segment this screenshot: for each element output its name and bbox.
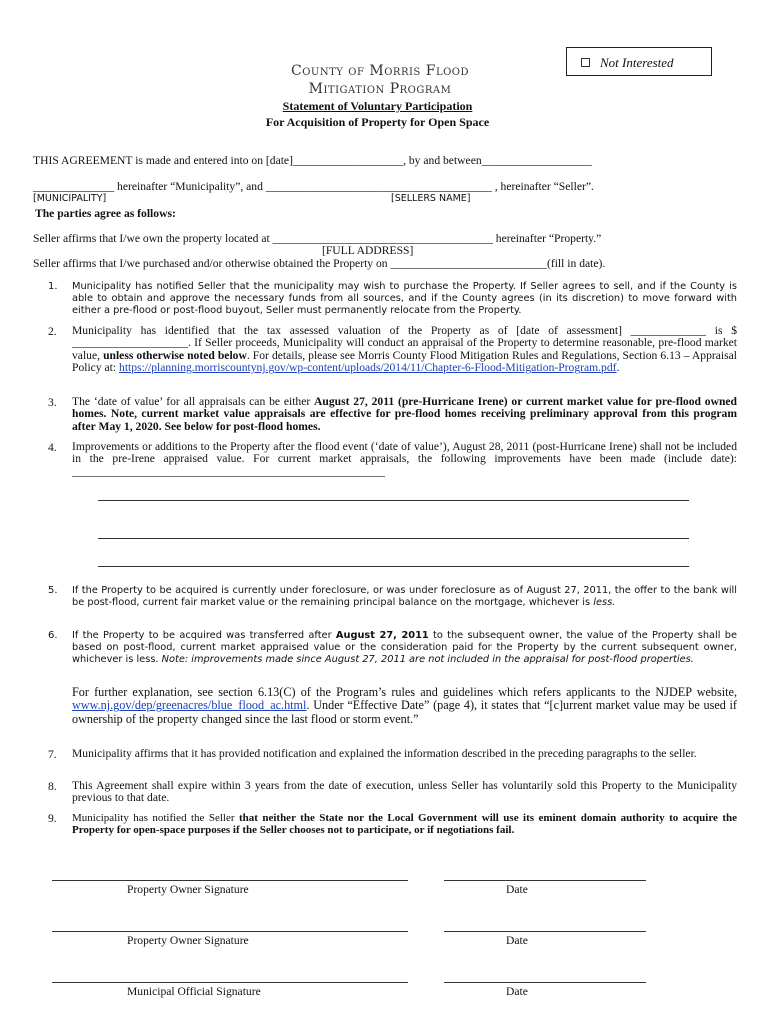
date-label: Date [506,934,528,947]
item-number: 5. [48,585,58,596]
not-interested-label: Not Interested [600,55,674,70]
official-signature-line[interactable] [52,982,408,983]
owner-date-line-2[interactable] [444,931,646,932]
item-1-text: Municipality has notified Seller that the municipality may wish to purchase the Property. If Seller agrees to sell, and if the County is able to obtain and approve the necessary funds from all sources, and if the County agrees (in its discretion) to move forward with either a pre-flood or post-flood buyout, Seller must permanently relocate from the Property. [72,281,737,317]
item-number: 2. [48,325,57,338]
improvements-line-1[interactable] [98,500,689,501]
item-7-text: Municipality affirms that it has provided notification and explained the information described in the preceding paragraphs to the seller. [72,747,697,760]
item-number: 9. [48,812,57,825]
item-2-bold: unless otherwise noted below [103,348,247,362]
agreement-parties-line: ______________ hereinafter “Municipality”, and _______________________________________ , hereinafter “Seller”. [33,180,594,193]
owner-signature-line-1[interactable] [52,880,408,881]
item-2-text: Municipality has identified that the tax assessed valuation of the Property as of [date of assessment] _____________ is $ ____________________. If Seller proceeds, Municipality will conduct an appraisal of the Property to determine reasonable, pre-flood market value, unless otherwise noted below. For details, please see Morris County Flood Mitigation Rules and Regulations, Section 6.13 – Appraisal Policy at: https://planning.morriscountynj.gov/wp-content/uploads/2014/11/Chapter-6-Flood-Mitigation-Program.pdf. [72,324,737,375]
official-signature-label: Municipal Official Signature [127,985,261,998]
item-9-text: Municipality has notified the Seller that neither the State nor the Local Government will use its eminent domain authority to acquire the Property for open-space purposes if the Seller chooses not to participate, or if negotiations fail. [72,812,737,837]
owner-date-line-1[interactable] [444,880,646,881]
item-3-text: The ‘date of value’ for all appraisals can be either August 27, 2011 (pre-Hurricane Irene) or current market value for pre-flood owned homes. Note, current market value appraisals are effective for pre-flood homes receiving preliminary approval from this program after May 1, 2020. See below for post-flood homes. [72,395,737,433]
date-label: Date [506,985,528,998]
agreement-intro-line: THIS AGREEMENT is made and entered into on [date]___________________, by and between___________________ [33,154,592,167]
owner-signature-label: Property Owner Signature [127,934,249,947]
county-line-2: Mitigation Program [308,81,452,97]
official-date-line[interactable] [444,982,646,983]
document-title: Statement of Voluntary Participation [282,99,473,113]
item-8-text: This Agreement shall expire within 3 years from the date of execution, unless Seller has voluntarily sold this Property to the Municipality previous to that date. [72,779,737,805]
county-program-heading [230,62,530,98]
item-5-text: If the Property to be acquired is currently under foreclosure, or was under foreclosure as of August 27, 2011, the offer to the bank will be post-flood, current fair market value or the remaining principal balance on the mortgage, whichever is less. [72,585,737,609]
property-location-line: Seller affirms that I/we own the property located at ______________________________________ hereinafter “Property.” [33,232,602,245]
item-3-bold: August 27, 2011 (pre-Hurricane Irene) or current market value for pre-flood owned homes. Note, current market value appraisals are effective for pre-flood homes receiving preliminary approval from this program after May 1, 2020. See below for post-flood homes. [72,395,737,433]
item-6-note: Note: improvements made since August 27, 2011 are not included in the appraisal for post-flood properties. [161,654,694,666]
owner-signature-label: Property Owner Signature [127,883,249,896]
full-address-tag: [FULL ADDRESS] [322,244,414,257]
item-number: 8. [48,780,57,793]
improvements-line-2[interactable] [98,538,689,539]
item-6-text: If the Property to be acquired was transferred after August 27, 2011 to the subsequent owner, the value of the Property shall be based on post-flood, current market appraised value or the consideration paid for the Property by the current subsequent owner, whichever is less. Note: improvements made since August 27, 2011 are not included in the appraisal for post-flood properties. [72,630,738,666]
county-line-1: County of Morris Flood [290,63,469,79]
owner-signature-line-2[interactable] [52,931,408,932]
item-number: 4. [48,441,57,454]
not-interested-box[interactable] [566,47,712,76]
date-label: Date [506,883,528,896]
item-number: 7. [48,748,57,761]
item-4-text: Improvements or additions to the Property after the flood event (‘date of value’), August 28, 2011 (post-Hurricane Irene) shall not be included in the pre-Irene appraised value. For current market appraisals, the following improvements have been made (include date): ______________________________________________________ [72,440,737,478]
improvements-line-3[interactable] [98,566,689,567]
sellers-name-tag: [SELLERS NAME] [391,193,471,204]
further-explanation-text: For further explanation, see section 6.13(C) of the Program’s rules and guidelines which refers applicants to the NJDEP website, www.nj.gov/dep/greenacres/blue_flood_ac.html. Under “Effective Date” (page 4), it states that “[c]urrent market value may be used if ownership of the property changed since the last flood or storm event.” [72,685,737,726]
item-9-bold: that neither the State nor the Local Government will use its eminent domain authority to acquire the Property for open-space purposes if the Seller chooses not to participate, or if negotiations fail. [72,812,737,837]
document-subtitle: For Acquisition of Property for Open Space [265,115,490,129]
not-interested-checkbox[interactable] [581,58,590,67]
item-number: 1. [48,281,58,292]
item-number: 6. [48,630,58,641]
purchase-date-line: Seller affirms that I/we purchased and/or otherwise obtained the Property on ___________________________(fill in date). [33,257,606,270]
municipality-tag: [MUNICIPALITY] [33,193,107,204]
parties-agree-heading: The parties agree as follows: [35,207,176,220]
njdep-link[interactable]: www.nj.gov/dep/greenacres/blue_flood_ac.html [72,698,307,713]
appraisal-policy-link[interactable]: https://planning.morriscountynj.gov/wp-content/uploads/2014/11/Chapter-6-Flood-Mitigation-Program.pdf [119,361,617,375]
item-number: 3. [48,396,57,409]
